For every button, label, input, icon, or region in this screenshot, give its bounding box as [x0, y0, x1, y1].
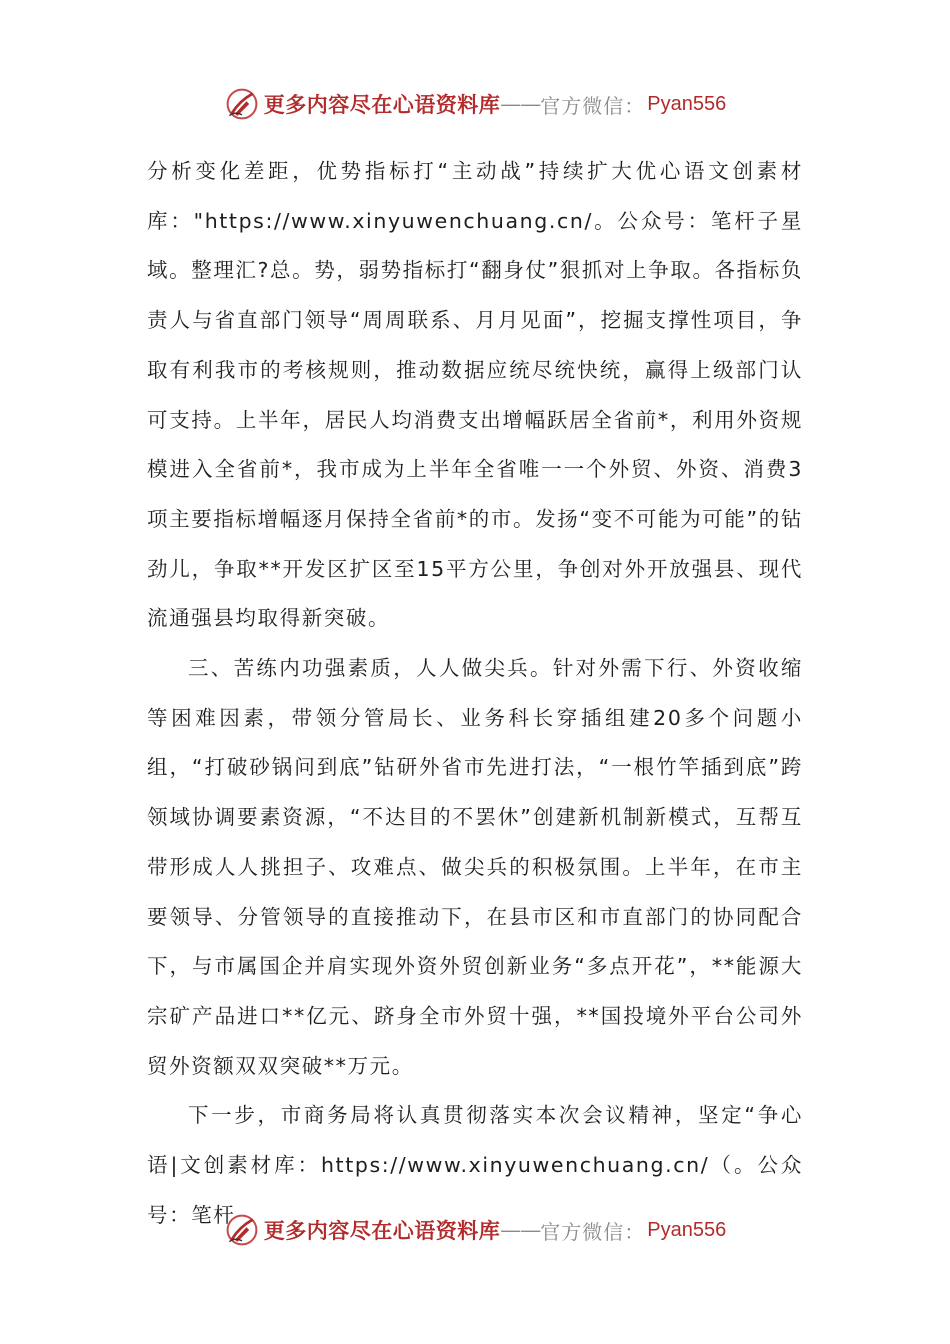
banner-contact-label: 官方微信：	[540, 1219, 646, 1244]
pen-logo-icon	[224, 86, 260, 122]
banner-title: 更多内容尽在心语资料库	[263, 1218, 501, 1243]
banner-contact-label: 官方微信：	[540, 93, 646, 118]
document-body	[147, 147, 803, 1240]
banner-separator: ——	[500, 1218, 541, 1242]
banner-contact-id: Pyan556	[647, 1218, 727, 1241]
banner-title: 更多内容尽在心语资料库	[263, 92, 501, 117]
footer-banner	[0, 1210, 950, 1250]
header-banner	[0, 84, 950, 124]
pen-logo-icon	[224, 1212, 260, 1248]
body-paragraph: 下一步，市商务局将认真贯彻落实本次会议精神，坚定“争心语|文创素材库：https://www.xinyuwenchuang.cn/（。公众号：笔杆	[147, 1103, 803, 1227]
body-paragraph: 分析变化差距，优势指标打“主动战”持续扩大优心语文创素材库："https://www.xinyuwenchuang.cn/。公众号：笔杆子星域。整理汇?总。势，弱势指标打“翻身仗”狠抓对上争取。各指标负责人与省直部门领导“周周联系、月月见面”，挖掘支撑性项目，争取有利我市的考核规则，推动数据应统尽统快统，赢得上级部门认可支持。上半年，居民人均消费支出增幅跃居全省前*，利用外资规模进入全省前*，我市成为上半年全省唯一一个外贸、外资、消费3项主要指标增幅逐月保持全省前*的市。发扬“变不可能为可能”的钻劲儿，争取**开发区扩区至15平方公里，争创对外开放强县、现代流通强县均取得新突破。	[147, 159, 803, 631]
banner-contact-id: Pyan556	[647, 92, 727, 115]
banner-separator: ——	[500, 92, 541, 116]
body-paragraph: 三、苦练内功强素质，人人做尖兵。针对外需下行、外资收缩等困难因素，带领分管局长、业务科长穿插组建20多个问题小组，“打破砂锅问到底”钻研外省市先进打法，“一根竹竿插到底”跨领域协调要素资源，“不达目的不罢休”创建新机制新模式，互帮互带形成人人挑担子、攻难点、做尖兵的积极氛围。上半年，在市主要领导、分管领导的直接推动下，在县市区和市直部门的协同配合下，与市属国企并肩实现外资外贸创新业务“多点开花”，**能源大宗矿产品进口**亿元、跻身全市外贸十强，**国投境外平台公司外贸外资额双双突破**万元。	[147, 656, 803, 1078]
